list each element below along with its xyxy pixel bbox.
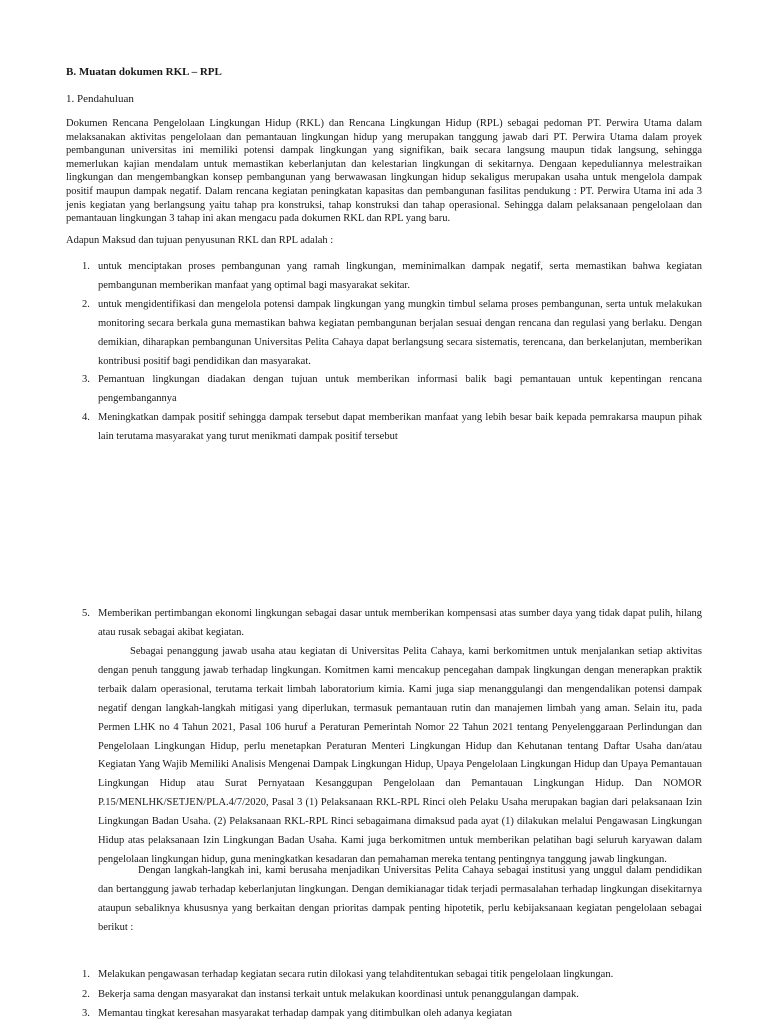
list-item (66, 409, 702, 447)
list-item (66, 965, 702, 985)
list-number: 2. (82, 988, 90, 1000)
list-item-text: untuk menciptakan proses pembangunan yang ramah lingkungan, meminimalkan dampak negatif, serta memastikan bahwa kegiatan pembangunan memberikan manfaat yang optimal bagi masyarakat sekitar. (98, 261, 702, 291)
purpose-list-continued (66, 605, 702, 643)
list-item-text: Melakukan pengawasan terhadap kegiatan secara rutin dilokasi yang telahditentukan sebagai titik pengelolaan lingkungan. (98, 969, 614, 980)
list-item (66, 985, 702, 1005)
subsection-heading: 1. Pendahuluan (66, 93, 134, 105)
list-number: 3. (82, 1008, 90, 1019)
list-item (66, 605, 702, 643)
list-number: 1. (82, 261, 90, 272)
list-item (66, 1004, 702, 1024)
list-item-text: Memantau tingkat keresahan masyarakat terhadap dampak yang ditimbulkan oleh adanya kegiatan (98, 1008, 513, 1019)
list-item-text: Pemantuan lingkungan diadakan dengan tujuan untuk memberikan informasi balik bagi pemantauan untuk kepentingan rencana pengembangannya (98, 374, 702, 405)
list-item-text: untuk mengidentifikasi dan mengelola potensi dampak lingkungan yang mungkin timbul selama proses pembangunan, serta untuk melakukan monitoring secara berkala guna memastikan bahwa kegiatan pembangunan berjalan sesuai dengan rencana dan regulasi yang berlaku. Dengan demikian, diharapkan pembangunan Universitas Pelita Cahaya dapat berlangsung secara sistematis, terencana, dan berkelanjutan, memberikan kontribusi positif bagi pendidikan dan masyarakat. (98, 298, 702, 367)
policy-paragraph: Dengan langkah-langkah ini, kami berusaha menjadikan Universitas Pelita Cahaya sebagai institusi yang unggul dalam pendidikan dan bertanggung jawab terhadap keberlanjutan lingkungan. Dengan demikianagar tidak terjadi permasalahan terhadap lingkungan disekitarnya ataupun sebaliknya khususnya yang berkaitan dengan prioritas dampak penting hipotetik, perlu kebijaksanaan kegiatan pengelolaan sebagai berikut : (98, 865, 702, 933)
list-number: 4. (82, 412, 90, 424)
purpose-intro-text: Adapun Maksud dan tujuan penyusunan RKL dan RPL adalah : (66, 235, 334, 246)
list-item-text: Memberikan pertimbangan ekonomi lingkungan sebagai dasar untuk memberikan kompensasi atas sumber daya yang tidak dapat pulih, hilang atau rusak sebagai akibat kegiatan. (98, 608, 702, 638)
list-number: 3. (82, 374, 90, 386)
intro-paragraph: Dokumen Rencana Pengelolaan Lingkungan Hidup (RKL) dan Rencana Lingkungan Hidup (RPL) sebagai pedoman PT. Perwira Utama dalam melaksanakan aktivitas pengelolaan dan pemantauan lingkungan hidup yang merupakan tanggung jawab dari PT. Perwira Utama dalam proyek pembangunan universitas ini memiliki potensi dampak lingkungan yang signifikan, baik secara langsung maupun tidak langsung, sehingga memerlukan kajian mendalam untuk memastikan keberlanjutan dan kelestarian lingkungan di sekitarnya. Dengaan kepeduliannya melestraikan lingkungan dan mengembangkan konsep pembangunan yang berwawasan lingkungan hidup sekaligus merupakan usaha untuk mengelola dampak positif maupun dampak negatif. Dalam rencana kegiatan peningkatan kapasitas dan pembangunan fasilitas pendukung : PT. Perwira Utama ini ada 3 jenis kegiatan yang berlangsung yaitu tahap pra konstruksi, tahap konstruksi dan tahap operasional. Sehingga dalam pelaksanaan pengelolaan dan pemantauan lingkungan 3 tahap ini akan mengacu pada dokumen RKL dan RPL yang baru. (66, 118, 702, 225)
purpose-list (66, 258, 702, 447)
list-number: 5. (82, 608, 90, 619)
list-item-text: Meningkatkan dampak positif sehingga dampak tersebut dapat memberikan manfaat yang lebih besar baik kepada pemrakarsa maupun pihak lain terutama masyarakat yang turut menikmati dampak positif tersebut (98, 412, 702, 443)
list-item (66, 371, 702, 409)
list-item-text: Bekerja sama dengan masyarakat dan instansi terkait untuk melakukan koordinasi untuk penanggulangan dampak. (98, 988, 579, 1000)
section-heading: B. Muatan dokumen RKL – RPL (66, 66, 222, 78)
list-number: 2. (82, 298, 90, 310)
policy-list (66, 965, 702, 1024)
list-item (66, 296, 702, 372)
list-number: 1. (82, 969, 90, 980)
commitment-paragraph: Sebagai penanggung jawab usaha atau kegiatan di Universitas Pelita Cahaya, kami berkomitmen untuk menjalankan setiap aktivitas dengan penuh tanggung jawab terhadap lingkungan. Komitmen kami mencakup pencegahan dampak lingkungan dengan menerapkan praktik terbaik dalam operasional, terutama terkait limbah laboratorium kimia. Kami juga siap menanggulangi dan mengendalikan potensi dampak negatif dengan langkah-langkah mitigasi yang diperlukan, termasuk pemantauan rutin dan manajemen limbah yang aman. Selain itu, pada Permen LHK no 4 Tahun 2021, Pasal 106 huruf a Peraturan Pemerintah Nomor 22 Tahun 2021 tentang Penyelenggaraan Perlindungan dan Pengelolaan Lingkungan Hidup, perlu menetapkan Peraturan Menteri Lingkungan Hidup dan Kehutanan tentang Daftar Usaha dan/atau Kegiatan Yang Wajib Memiliki Analisis Mengenai Dampak Lingkungan Hidup, Upaya Pengelolaan Lingkungan Hidup dan Upaya Pemantauan Lingkungan Hidup atau Surat Pernyataan Kesanggupan Pengelolaan dan Pemantauan Lingkungan Hidup. Dan NOMOR P.15/MENLHK/SETJEN/PLA.4/7/2020, Pasal 3 (1) Pelaksanaan RKL-RPL Rinci oleh Pelaku Usaha merupakan bagian dari pelaksanaan Izin Lingkungan Badan Usaha. (2) Pelaksanaan RKL-RPL Rinci sebagaimana dimaksud pada ayat (1) dilakukan melalui Pengawasan Lingkungan Hidup atas pelaksanaan Izin Lingkungan Badan Usaha. Kami juga berkomitmen untuk memberikan pelatihan bagi seluruh karyawan dalam pengelolaan lingkungan hidup, guna meningkatkan kesadaran dan pemahaman mereka tentang pentingnya tanggung jawab lingkungan. (98, 646, 702, 865)
list-item (66, 258, 702, 296)
